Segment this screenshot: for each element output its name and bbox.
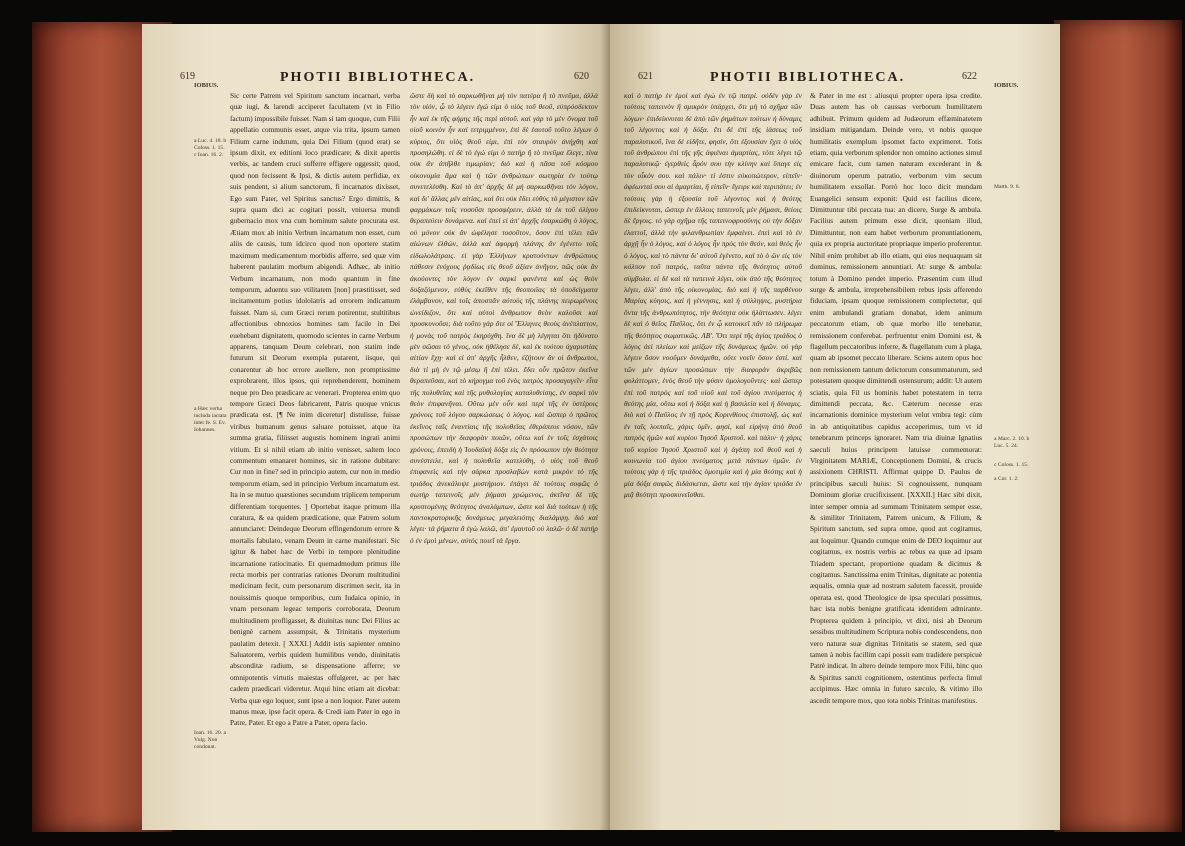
left-margin-note: a Hæc verba includa iactata inter fe. S. Ev. Iohannes. — [194, 406, 227, 433]
left-page-number-2: 620 — [574, 71, 589, 82]
left-margin-note: Ioan. 16. 20. a Vulg. Non condonat. — [194, 730, 227, 750]
right-margin-note: Matth. 9. 6. — [994, 184, 1020, 190]
left-page-number: 619 — [180, 71, 195, 82]
right-margin-note: a Marc. 2. 10. b Luc. 5. 24. — [994, 436, 1030, 449]
right-margin-note: a Cor. 1. 2. — [994, 476, 1019, 482]
left-running-head: PHOTII BIBLIOTHECA. — [280, 70, 476, 85]
right-running-head: PHOTII BIBLIOTHECA. — [710, 70, 906, 85]
latin-text: & Pater in me est : aliusqui propter opera ipsa credite. Duas autem has ob caussas verborum humilitatem adhibuit. Primum quidem ad Judæorum effæminatetem insidiam mitigandam. Deinde vero, vt nobis quoque humilitatis exemplum ipsomet facto exprimeret. Totis etiam, quia verborum splendor non omnino actiones simul emicare facit, cum tamen naturam excederant in & diuinorum operum patratio, verborum vim secum humilitatem exsollat. Porrò hoc loco dicit mundam Euangelici sensum exponit: Quid est facilius dicere, Dimittuntur tibi peccata tua: an dicere, Surge & ambula. Facilius autem primum esse dicit, quoniam illud, Dimittuntur, non eam habet verborum pronuntiationem, quia ex propria auctoritate propriaque imperio proferentur. Nihil enim prohibet ab illo etiam, qui eius nequaquam sit dominus, remissionem annuntiari. At: surge & ambula: totum à Domino pendet imperio. Præsentim cum illud surge & ambula, irreprehensibilem rebus ipsis afferendo fiduciam, ipsam quoque remissionem complectetur, qui enim ambulandi gratiam donabat, idem animum peccatorum etiam, ob quæ morbo ille tenebatur, remissionem conferebat. perfruentur enim Domini est, & flagellum peccatoribus inferre, & flagellatum cum à plaga, quam ab ipsomet peccato liberare. Sciens autem opus hoc non remissionem tantum delictorum consummaturum, sed potestatem quoque dimittendi ostensurum; addit: Ut autem sciatis, quia Fil us hominis habet potestatem in terra dimittendi peccata, &c. Cæterum necesse eras incarnationis dominice mysterium velut vmbra tegi: cùm in ab antiquitatibus capidus acceperimus, tum vt id tenebrarum princeps ignoraret. Nam tria diuinæ Ignatius saeculi huius principem latuisse commemorat: Virginitatem MARIÆ, Conceptionem Domini, & crucis assixionem CHRISTI. Affirmat quippe D. Paulus de principibus sæculi huius: Si cognouissent, nunquam Dominum gloriæ crucifixissent. [XXXII.] Hæc sibi dixit, inter semper omnia ad summam Trinitatem semper esse, & similiter Trinitatem, Patrem unicum, & Filium, & Spiritum sanctum, sed supra omne, quod aut cogitamus, aut loquimur. Quando cumque enim de DEO loquimur aut cogitamus, ex nostris verbis ac rebus ea quæ ad ipsam Triadem spectant, proportione quadam & dicimus & cogitamus. Sanctissima enim Trinitas, dignitate ac potentia æqualis, omnia quæ ad nostram salutem facessit, prouide operata est, quod Theologice de ipsa speculari possimus, hæc ista nobis benigne gratificata identidem admirante. Propterea quidem à principio, vt dixi, nisi ab Deorum sessibus multitudinem Scriptura nobis condescendens, non vero naturæ suæ dignitas Trinitatis se statem, sed quæ tamen à nobis facillim capi possit eam tradidere perspicuè Patrè indicat. In altero deinde tempore mox Filii, hinc quo & Spiritus sancti cognitionem, ostentinus perfecta fimul accipimus. Hæc omnia in futuro sæculo, & vitimo illo ascedit tempore mox, quo tota nobis Trinitas manifestius. — [810, 91, 982, 705]
left-margin-label: IOBIUS. — [194, 82, 219, 89]
greek-column — [410, 90, 598, 776]
greek-text: ὥστε δὴ καὶ τὸ σαρκωθῆναι μὴ τὸν πατέρα ἢ τὸ πνεῦμα, ἀλλὰ τὸν υἱόν, ᾧ τὸ λέγειν ἐγώ εἰμι ὁ υἱὸς τοῦ θεοῦ, εὐπρόσδεκτον ἦν καὶ ἐκ τῆς φήμης τῆς περὶ αὐτοῦ. καὶ γὰρ τὸ μὲν ὄνομα τοῦ υἱοῦ κοινὸν ἦν καὶ τετριμμένον, ἐπὶ δὲ ἑαυτοῦ τοῦτο λέγων ὁ κύριος, ὅτι υἱὸς θεοῦ εἰμι, ἐπὶ τὸν σταυρὸν ἀνήχθη καὶ προσηλώθη. εἰ δὲ τὸ ἐγώ εἰμι ὁ πατὴρ ἢ τὸ πνεῦμα ἔλεγε, τίνα οὐκ ἂν ἀπῆλθε τιμωρίαν; διὸ καὶ ἡ πᾶσα τοῦ κόσμου οἰκονομία ἅμα καὶ ἡ τῶν ἀνθρώπων σωτηρία ἐν τούτῳ συνετελέσθη. Καὶ τὸ ἀπ' ἀρχῆς δὲ μὴ σαρκωθῆναι τὸν λόγον, καὶ δι' ἄλλας μὲν αἰτίας, καὶ ὅτι οὐκ ἔδει εὐθὺς τὸ μέγιστον τῶν φαρμάκων τοῖς νοσοῦσι προσφέρειν, ἀλλὰ τὰ ἐκ τοῦ ὀλίγου θεραπεύειν δυνάμενα. καὶ ἐπεὶ εἰ ἀπ' ἀρχῆς ἐσαρκώθη ὁ λόγος, οὐ μόνον οὐκ ἂν ὠφέλησε τοσοῦτον, ὅσον ἐπὶ τέλει τῶν αἰώνων ἐλθών, ἀλλὰ καὶ ἀφορμὴ πλάνης ἂν ἐγένετο τοῖς εἰδωλολάτραις. εἰ γὰρ Ἑλλήνων κρατούντων ἀνθρώπους πάθεσιν ἐνόχους ῥᾳδίως εἰς θεοῦ ἀξίαν ἀνῆγον, πῶς οὐκ ἂν ἀκούοντες τὸν λόγον ἐν σαρκὶ φανέντα καὶ ὡς θεὸν δοξαζόμενον, εὐθὺς ἐκεῖθεν τῆς θεοποιΐας τὰ ὑποδείγματα ἐλάμβανον, καὶ τοῖς ἀποσπᾶν αὐτοὺς τῆς πλάνης πειρωμένοις ὠνείδιζον, ὅτι καὶ αὐτοὶ ἄνθρωπον θεὸν καλοῦσι καὶ προσκυνοῦσι; διὰ τοῦτο γὰρ ὅτε οἱ Ἕλληνες θεοὺς ἀνέπλαττον, ἡ μονὰς τοῦ πατρὸς ἐκηρύχθη. ἵνα δὲ μὴ λέγηται ὅτι ἠδύνατο μὲν σῶσαι τὸ γένος, οὐκ ἠθέλησε δέ, καὶ ἐκ τούτου ἀχαριστίας αἰτίαν ἔχῃ· καὶ εἰ ἀπ' ἀρχῆς ἦλθεν, ἐζήτουν ἂν οἱ ἄνθρωποι, διὰ τί μὴ ἐν τῷ μέσῳ ἢ ἐπὶ τέλει. ἔδει οὖν πρῶτον ἐκεῖνα θεραπεῦσαι, καὶ τὸ κήρυγμα τοῦ ἑνὸς πατρὸς προσαγαγεῖν· εἶτα τῆς πολυθεΐας καὶ τῆς μυθολογίας καταλυθείσης, ἐν σαρκὶ τὸν θεὸν ἐπιφανῆναι. Οὕτω μὲν οὖν καὶ περὶ τῆς ἐν ὑστέροις χρόνοις τοῦ λόγου σαρκώσεως ὁ λόγος. καὶ ὥσπερ ὁ πρῶτος ἐκεῖνος ταῖς ἐναντίαις τῆς πολυθεΐας ἐθεράπευε νόσον, τῶν προσώπων τὴν διαφορὰν ποιῶν, οὕτω καὶ ἐν τοῖς ἐσχάτοις χρόνοις, ἐπειδὴ ἡ Ἰουδαϊκὴ δόξα εἰς ἓν πρόσωπον τὴν θεότητα συνέστειλε, καὶ ἡ πολυθεΐα κατελύθη, ὁ υἱὸς τοῦ θεοῦ ἐπιφανεὶς καὶ τὴν σάρκα προσλαβὼν κατὰ μικρὸν τὸ τῆς τριάδος ἀνεκάλυψε μυστήριον. ἐπάγει δὲ τούτοις σοφῶς ὁ σωτὴρ ταπεινοῖς μὲν ῥήμασι χρώμενος, ἀκτῖνα δὲ τῆς κρυπτομένης θεότητος ἀναλάμπων, ὥστε καὶ διὰ τούτων ἡ τῆς παντοκρατορικῆς δυνάμεως μεγαλειότης διαλάμψῃ. διὸ καὶ λέγει· τὰ ῥήματα ἃ ἐγὼ λαλῶ, ἀπ' ἐμαυτοῦ οὐ λαλῶ· ὁ δὲ πατὴρ ὁ ἐν ἐμοὶ μένων, αὐτὸς ποιεῖ τὰ ἔργα. — [410, 91, 598, 545]
open-book — [22, 8, 1172, 838]
right-margin-label: IOBIUS. — [994, 82, 1019, 89]
right-page-number: 621 — [638, 71, 653, 82]
greek-text: καὶ ὁ πατὴρ ἐν ἐμοὶ καὶ ἐγὼ ἐν τῷ πατρί. οὐδὲν γὰρ ἐν τούτοις ταπεινὸν ἢ σμικρὸν ὑπάρχει, ὅτι μὴ τὸ σχῆμα τῶν λόγων· ἐπιδείκνυται δὲ ἀπὸ τῶν ῥημάτων τούτων ἡ δύναμις τοῦ λέγοντος καὶ ἡ δόξα. ἔτι δὲ ἐπὶ τῆς ἰάσεως τοῦ παραλυτικοῦ, ἵνα δὲ εἰδῆτε, φησίν, ὅτι ἐξουσίαν ἔχει ὁ υἱὸς τοῦ ἀνθρώπου ἐπὶ τῆς γῆς ἀφιέναι ἁμαρτίας, τότε λέγει τῷ παραλυτικῷ· ἐγερθεὶς ἆρόν σου τὴν κλίνην καὶ ὕπαγε εἰς τὸν οἶκόν σου. καὶ πάλιν· τί ἐστιν εὐκοπώτερον, εἰπεῖν· ἀφέωνταί σου αἱ ἁμαρτίαι, ἢ εἰπεῖν· ἔγειρε καὶ περιπάτει; ἐν τούτοις γὰρ ἡ ἐξουσία τοῦ λέγοντος καὶ ἡ θεότης ἐπιδείκνυται, ὥσπερ ἐν ἄλλοις ταπεινοῖς μὲν ῥήμασι, θείοις δὲ ἔργοις. τὸ γὰρ σχῆμα τῆς ταπεινοφροσύνης οὐ τὴν δόξαν ἐλαττοῖ, ἀλλὰ τὴν φιλανθρωπίαν ἐμφαίνει. ἐπεὶ καὶ τὸ ἐν ἀρχῇ ἦν ὁ λόγος, καὶ ὁ λόγος ἦν πρὸς τὸν θεόν, καὶ θεὸς ἦν ὁ λόγος, καὶ τὸ πάντα δι' αὐτοῦ ἐγένετο, καὶ τὸ ὁ ὢν εἰς τὸν κόλπον τοῦ πατρός, ταῦτα πάντα τῆς θεότητος αὐτοῦ σύμβολα. εἰ δὲ καὶ τὰ ταπεινὰ λέγει, οὐκ ἀπὸ τῆς θεότητος λέγει, ἀλλ' ἀπὸ τῆς οἰκονομίας. διὸ καὶ ἡ τῆς παρθένου Μαρίας κύησις, καὶ ἡ γέννησις, καὶ ἡ σύλληψις, μυστήρια ὄντα τῆς ἀνθρωπότητος, τὴν θεότητα οὐκ ἠλάττωσεν. λέγει δὲ καὶ ὁ θεῖος Παῦλος, ὅτι ἐν ᾧ κατοικεῖ πᾶν τὸ πλήρωμα τῆς θεότητος σωματικῶς. ΛΒ'. Ὅτι περὶ τῆς ἁγίας τριάδος ὁ λόγος ἀεὶ πλείων καὶ μείζων τῆς δυνάμεως ἡμῶν. οὐ γὰρ λέγειν ὅσον νοοῦμεν δυνάμεθα, οὔτε νοεῖν ὅσον ἐστί. καὶ τῶν μὲν ἁγίων προσώπων τὴν διαφορὰν ἀκριβῶς φυλάττομεν, ἑνὸς θεοῦ τὴν φύσιν ὁμολογοῦντες· καὶ ὥσπερ ἐπὶ τοῦ πατρὸς καὶ τοῦ υἱοῦ καὶ τοῦ ἁγίου πνεύματος ἡ θεότης μία, οὕτω καὶ ἡ δόξα καὶ ἡ βασιλεία καὶ ἡ δύναμις. διὸ καὶ ὁ Παῦλος ἐν τῇ πρὸς Κορινθίους ἐπιστολῇ, ὡς καὶ ἐν ταῖς λοιπαῖς, χάρις ὑμῖν, φησί, καὶ εἰρήνη ἀπὸ θεοῦ πατρὸς ἡμῶν καὶ κυρίου Ἰησοῦ Χριστοῦ. καὶ πάλιν· ἡ χάρις τοῦ κυρίου Ἰησοῦ Χριστοῦ καὶ ἡ ἀγάπη τοῦ θεοῦ καὶ ἡ κοινωνία τοῦ ἁγίου πνεύματος μετὰ πάντων ὑμῶν. ἐν τούτοις γὰρ ἡ τῆς τριάδος ὁμοτιμία καὶ ἡ μία θεότης καὶ ἡ μία δόξα σαφῶς διδάσκεται, ὥστε καὶ τὴν ἁγίαν τριάδα ἐν μιᾷ θεότητι προσκυνεῖσθαι. — [624, 91, 802, 500]
right-page-number-2: 622 — [962, 71, 977, 82]
latin-column — [230, 90, 400, 776]
greek-column — [624, 90, 802, 778]
right-page-edges — [1054, 20, 1182, 832]
latin-column — [810, 90, 982, 778]
right-page — [610, 24, 1060, 830]
left-page — [142, 24, 612, 830]
left-margin-note: a Luc. 4. 18. b Coloss. 1. 15. c Ioan. 16. 2. — [194, 138, 227, 158]
right-margin-note: c Coloss. 1. 15. — [994, 462, 1029, 468]
latin-text: Sic certe Patrem vel Spiritum sanctum incarnari, verba quæ iugi, & larendi acciperet facultatem (vt in Filio factum) impossibile fuisset. Nam si tam quoque, cum Filii appellatio communis esset, atque via trita, ipsum tamen Filium carne indutum, quia Dei Filium (quod erat) se ipsum dixit, ex editioni loco prædicare; & dixit apertis verbis, ac tandem cruci sufferre effigere oggessit; quod, quod non fecissent & Ipsi, & dictis autem perfidiæ, ex suis pendent, si alium sanctorum, fi incarnatos dixisset, Ego sum Pater, vel Spiritus sanctus? Ergo dimittis, & supra quam dici ac cogitari possit, vniuersa mundi gubernacio mox vna cum hominum salute procurata est. Ætiam mox ab initio Verbum incarnatum non esset, cum aliis de causis, tum idcirco quod non oportere statim maximum medicamentum morbidis afferre, sed quæ vim haberent paulatim morbum abigendi. Adhæc, ab initio Verbum incarnatum, non modo quantum in fine temporum, aduentu suo vtilitatem [non] præstitisset, sed incitamentum potius idololatris ad errorem indicamum fuisset. Nam si, cum Græci rerum potirentur, stultitibus affectionibus obnoxios homines tam facile in Dei euehebant dignitatem, quomodo scientes in carne Verbum apparens, tanquam Deum celebrari, non statim inde futurum sit Deorum exempla putarent, iisque, qui conarentur ab hoc errore auellere, non promptissime exprobrarent, illos ipsos, qui reprehenderent, hominem neque pro Deo prædicare ac venerari. Propterea enim quo tempore Græci Deos fabricarent, Patris quoque vnicus prædicata est. [¶ Ne inim diceretur] distulisse, fuisse viribus humanum genus saluare potuisset, atque ita summa gratia, filiisset augustis hominem ingrati animi vitium. Et si nihil etiam ab initio venisset, saltem loco commentum emanaret homines, sic in ratione dubitare: Cur non in fine? sed in principio autem, cur non in medio temporum etiam, sed in principio Verbum incarnatum est. Ita in se mutuo quæstiones secundum triplicem temporum differentiam torquentes. ] Oportebat itaque primum illa curatura, & ea quidem prædicatione, quæ Patrem solum annunciaret: Deindeque Deorum effingendorum errore & mortalis fabulato, venam Deum in carne manifestari. Sic igitur & habet hæc de Verbi in tempore plenitudine incarnatione ratiocinatio. Et quemadmodum primus ille recta morbis per contrarias rationes Deorum multitudini medicinam fecit, cum personarum discrimen secit, ita in nouissimis quoque temporibus, cum Iudaica opinio, in vnam personam legeac temporis corroborata, Deorum multitudinem profligasset, & diuinitas nunc Dei Filius ac benignè carnem assumpsit, & Trinitatis mysterium paulatim detexit. [ XXXI.] Addit istis sapienter omnino Saluatorem, verbis quidem humilibus vendo, diuinitatis absconditæ radium, se dispensatione afferre; ve omnipotentis virtutis maiestas offulgeret, ac per hæc cadem praedicari videretur. Atqui hinc etiam ait dicebat: Verba quæ ego loquor, sunt ipse a non loquor. Pater autem manus meæ, ipse facit opera. & Credi iam Pater in ego in Patre, Pater. Et ego a Patre a Pater, opera facio. — [230, 91, 400, 728]
